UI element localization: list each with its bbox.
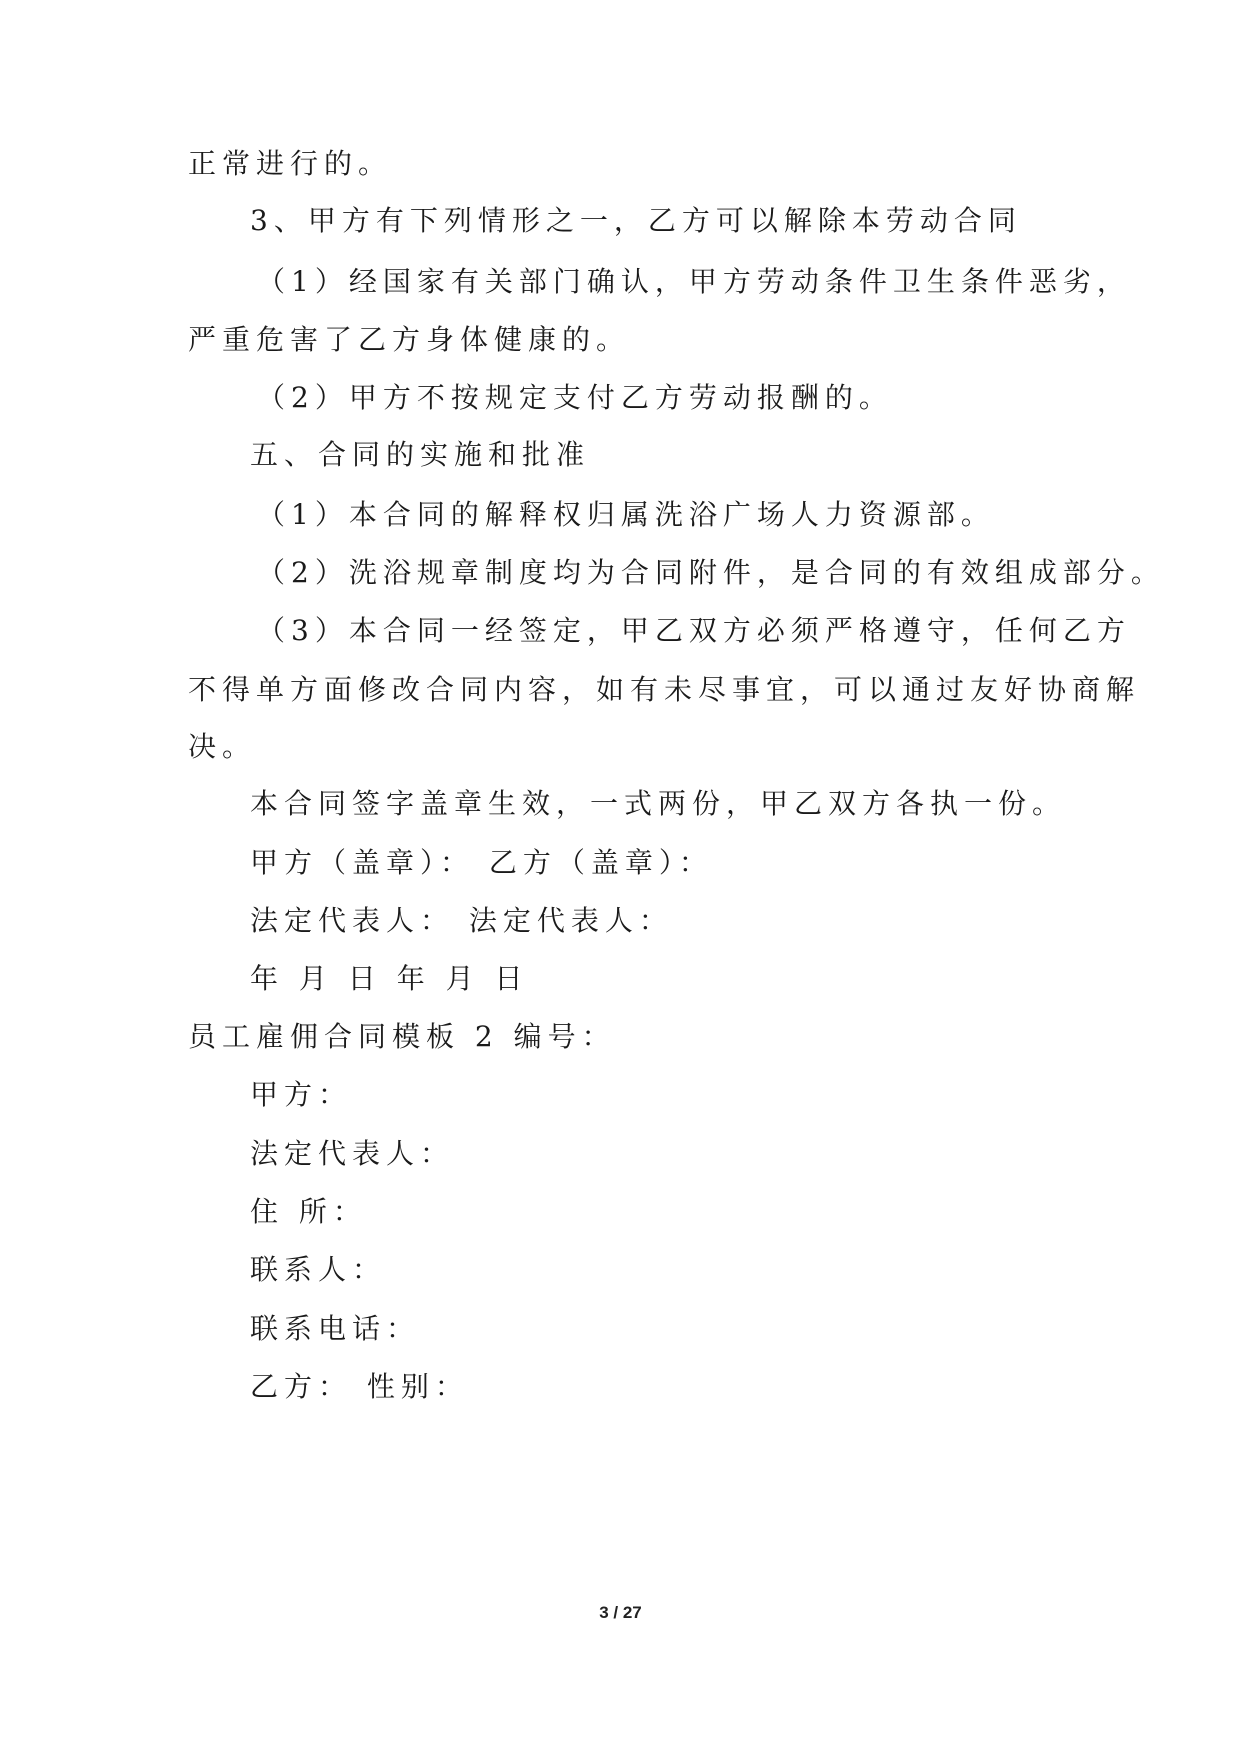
- text-line: （1）经国家有关部门确认，甲方劳动条件卫生条件恶劣，: [257, 265, 1131, 298]
- signature-line: 法定代表人： 法定代表人：: [250, 904, 673, 937]
- text-line: 决。: [188, 730, 257, 763]
- form-field-label: 甲方：: [250, 1078, 353, 1111]
- section-heading: 五、合同的实施和批准: [250, 438, 591, 471]
- text-line: 本合同签字盖章生效，一式两份，甲乙双方各执一份。: [250, 787, 1067, 820]
- form-field-label: 联系电话：: [250, 1312, 421, 1345]
- form-field-label: 联系人：: [250, 1253, 387, 1286]
- document-title: 员工雇佣合同模板 2 编号：: [188, 1020, 616, 1053]
- text-line: 不得单方面修改合同内容，如有未尽事宜，可以通过友好协商解: [188, 673, 1141, 706]
- form-field-label: 乙方： 性别：: [250, 1370, 469, 1403]
- text-line: （1）本合同的解释权归属洗浴广场人力资源部。: [257, 498, 995, 531]
- page-number: 3 / 27: [599, 1603, 642, 1622]
- text-line: 严重危害了乙方身体健康的。: [188, 323, 631, 356]
- text-line: （2）洗浴规章制度均为合同附件，是合同的有效组成部分。: [257, 556, 1165, 589]
- form-field-label: 住 所：: [250, 1195, 367, 1228]
- text-line: （3）本合同一经签定，甲乙双方必须严格遵守，任何乙方: [257, 614, 1131, 647]
- signature-line: 甲方（盖章）： 乙方（盖章）：: [250, 846, 713, 879]
- date-line: 年 月 日 年 月 日: [250, 962, 529, 995]
- text-line: （2）甲方不按规定支付乙方劳动报酬的。: [257, 381, 893, 414]
- text-line: 3、甲方有下列情形之一，乙方可以解除本劳动合同: [250, 204, 1022, 237]
- form-field-label: 法定代表人：: [250, 1137, 455, 1170]
- text-line: 正常进行的。: [188, 147, 393, 180]
